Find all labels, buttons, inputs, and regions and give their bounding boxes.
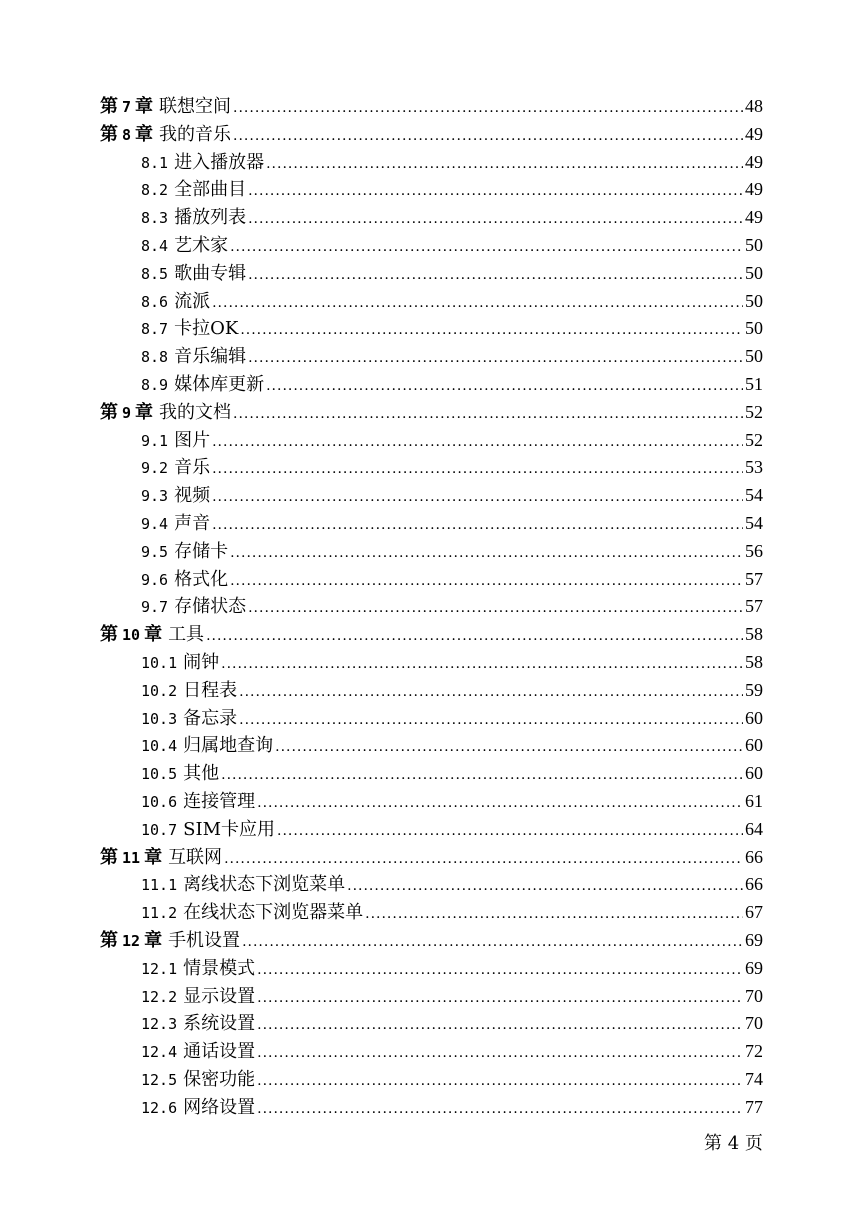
toc-section-entry[interactable] [100,176,763,204]
toc-entry-title: 备忘录 [183,707,238,729]
dot-leader [239,679,743,707]
toc-page-number: 49 [745,151,763,172]
chapter-number: 第 11 章 [100,846,163,868]
toc-section-entry[interactable] [100,983,763,1011]
toc-page-number: 69 [745,957,763,978]
dot-leader [248,178,743,206]
toc-entry-label [141,288,210,317]
toc-page-number: 50 [745,234,763,255]
toc-entry-title: 图片 [174,429,211,451]
toc-section-entry[interactable] [100,705,763,733]
toc-page-number: 50 [745,262,763,283]
toc-entry-title: 播放列表 [174,207,247,229]
section-number: 12.2 [141,987,178,1006]
dot-leader [212,512,743,540]
toc-page-number: 57 [745,596,763,617]
toc-section-entry[interactable] [100,427,763,455]
toc-entry-label [100,399,231,428]
section-number: 10.2 [141,681,178,700]
chapter-number: 第 12 章 [100,929,163,951]
section-number: 12.4 [141,1043,178,1062]
toc-section-entry[interactable] [100,510,763,538]
toc-section-entry[interactable] [100,232,763,260]
toc-section-entry[interactable] [100,149,763,177]
toc-entry-label [141,204,246,233]
toc-section-entry[interactable] [100,566,763,594]
toc-page-number: 52 [745,429,763,450]
dot-leader [257,1012,743,1040]
toc-entry-label [141,1010,255,1039]
section-number: 10.4 [141,737,178,756]
section-number: 10.1 [141,653,178,672]
toc-section-entry[interactable] [100,288,763,316]
toc-section-entry[interactable] [100,482,763,510]
toc-entry-title: 存储卡 [174,540,229,562]
toc-entry-title: 保密功能 [183,1068,256,1090]
toc-page-number: 70 [745,1013,763,1034]
toc-entry-label [141,593,246,622]
toc-entry-title: 工具 [168,624,205,646]
toc-section-entry[interactable] [100,871,763,899]
chapter-number: 第 10 章 [100,624,163,646]
table-of-contents [100,93,763,1121]
toc-entry-label [100,844,222,873]
dot-leader [212,290,743,318]
toc-entry-title: 系统设置 [183,1013,256,1035]
section-number: 12.1 [141,959,178,978]
dot-leader [266,151,743,179]
dot-leader [257,957,743,985]
section-number: 8.4 [141,236,169,255]
dot-leader [239,707,743,735]
toc-entry-title: 流派 [174,290,211,312]
toc-entry-label [141,232,228,261]
toc-entry-label [141,1094,255,1123]
toc-entry-label [141,788,255,817]
toc-section-entry[interactable] [100,788,763,816]
toc-entry-title: 手机设置 [168,929,241,951]
section-number: 12.3 [141,1015,178,1034]
toc-section-entry[interactable] [100,899,763,927]
toc-entry-title: 日程表 [183,679,238,701]
dot-leader [212,429,743,457]
section-number: 9.6 [141,570,169,589]
dot-leader [277,818,743,846]
chapter-number: 第 9 章 [100,401,154,423]
dot-leader [275,734,743,762]
dot-leader [248,595,743,623]
toc-entry-title: 我的文档 [159,401,232,423]
dot-leader [206,623,743,651]
toc-entry-title: 联想空间 [159,96,232,117]
toc-entry-title: 我的音乐 [159,123,232,145]
toc-page-number: 64 [745,818,763,839]
toc-section-entry[interactable] [100,1038,763,1066]
toc-entry-label [141,1038,255,1067]
toc-page-number: 72 [745,1041,763,1062]
toc-entry-label [141,482,210,511]
toc-page-number: 74 [745,1068,763,1089]
dot-leader [248,262,743,290]
toc-page-number: 54 [745,485,763,506]
toc-section-entry[interactable] [100,315,763,343]
toc-chapter-entry[interactable] [100,121,763,149]
toc-entry-label [141,510,210,539]
toc-chapter-entry[interactable] [100,844,763,872]
dot-leader [233,123,743,151]
section-number: 10.3 [141,709,178,728]
toc-entry-title: 情景模式 [183,957,256,979]
section-number: 10.6 [141,792,178,811]
toc-entry-label [141,732,273,761]
toc-entry-label [141,427,210,456]
toc-entry-title: 媒体库更新 [174,373,265,395]
toc-entry-title: 网络设置 [183,1096,256,1118]
toc-section-entry[interactable] [100,454,763,482]
toc-page-number: 49 [745,123,763,144]
section-number: 8.9 [141,375,169,394]
dot-leader [230,234,743,262]
toc-section-entry[interactable] [100,204,763,232]
toc-entry-label [141,816,275,845]
toc-entry-title: 歌曲专辑 [174,262,247,284]
toc-entry-title: 在线状态下浏览器菜单 [183,902,364,924]
toc-entry-label [141,649,219,678]
toc-chapter-entry[interactable] [100,621,763,649]
section-number: 12.5 [141,1070,178,1089]
toc-section-entry[interactable] [100,260,763,288]
toc-page-number: 50 [745,346,763,367]
dot-leader [212,484,743,512]
toc-entry-label [141,899,363,928]
toc-entry-title: 全部曲目 [174,179,247,201]
dot-leader [242,929,743,957]
toc-entry-title: 格式化 [174,568,229,590]
toc-section-entry[interactable] [100,1066,763,1094]
toc-entry-title: 连接管理 [183,790,256,812]
toc-page-number: 70 [745,985,763,1006]
toc-page-number: 59 [745,679,763,700]
toc-section-entry[interactable] [100,649,763,677]
toc-entry-title: 离线状态下浏览菜单 [183,874,346,896]
toc-page-number: 58 [745,624,763,645]
toc-section-entry[interactable] [100,1010,763,1038]
toc-page-number: 67 [745,902,763,923]
toc-entry-title: SIM卡应用 [183,818,275,840]
dot-leader [230,540,743,568]
dot-leader [257,1068,743,1096]
section-number: 9.3 [141,487,169,506]
dot-leader [212,456,743,484]
toc-entry-label [141,176,246,205]
dot-leader [233,401,743,429]
toc-entry-title: 音乐 [174,457,211,479]
toc-entry-label [141,566,228,595]
toc-entry-title: 闹钟 [183,651,220,673]
dot-leader [221,651,743,679]
toc-entry-title: 显示设置 [183,985,256,1007]
toc-entry-label [100,621,204,650]
toc-page-number: 66 [745,874,763,895]
toc-page-number: 51 [745,373,763,394]
dot-leader [248,345,743,373]
toc-page-number: 49 [745,179,763,200]
dot-leader [347,873,743,901]
toc-page-number: 58 [745,651,763,672]
toc-entry-label [100,121,231,150]
toc-section-entry[interactable] [100,593,763,621]
toc-entry-label [141,343,246,372]
toc-entry-label [141,677,237,706]
toc-section-entry[interactable] [100,1094,763,1122]
section-number: 8.2 [141,181,169,200]
toc-entry-label [100,927,240,956]
section-number: 10.5 [141,765,178,784]
toc-entry-title: 艺术家 [174,234,229,256]
chapter-number: 第 8 章 [100,123,154,145]
toc-section-entry[interactable] [100,371,763,399]
page-footer: 第 4 页 [704,1133,763,1154]
toc-entry-label [141,705,237,734]
toc-section-entry[interactable] [100,760,763,788]
toc-entry-label [141,260,246,289]
toc-entry-title: 进入播放器 [174,151,265,173]
toc-entry-label [100,93,231,122]
toc-page-number: 49 [745,207,763,228]
toc-page-number: 57 [745,568,763,589]
dot-leader [257,1040,743,1068]
toc-entry-title: 音乐编辑 [174,346,247,368]
section-number: 8.1 [141,153,169,172]
section-number: 10.7 [141,820,178,839]
toc-page-number: 77 [745,1096,763,1117]
toc-entry-label [141,149,264,178]
section-number: 11.1 [141,876,178,895]
toc-page-number: 52 [745,401,763,422]
toc-entry-title: 存储状态 [174,596,247,618]
section-number: 9.1 [141,431,169,450]
toc-section-entry[interactable] [100,677,763,705]
dot-leader [230,568,743,596]
toc-page-number: 56 [745,540,763,561]
section-number: 9.2 [141,459,169,478]
section-number: 12.6 [141,1098,178,1117]
toc-entry-label [141,454,210,483]
toc-page-number: 50 [745,318,763,339]
toc-page-number: 69 [745,929,763,950]
toc-page-number: 48 [745,96,763,116]
toc-entry-title: 视频 [174,485,211,507]
toc-chapter-entry[interactable] [100,927,763,955]
toc-page-number: 60 [745,763,763,784]
toc-page-number: 60 [745,707,763,728]
toc-page-number: 60 [745,735,763,756]
toc-entry-label [141,315,238,344]
toc-page-number: 54 [745,512,763,533]
section-number: 8.8 [141,348,169,367]
dot-leader [240,317,743,345]
dot-leader [233,95,743,123]
toc-entry-label [141,538,228,567]
toc-entry-label [141,760,219,789]
toc-entry-label [141,955,255,984]
dot-leader [266,373,743,401]
toc-entry-label [141,983,255,1012]
chapter-number: 第 7 章 [100,96,154,117]
toc-section-entry[interactable] [100,343,763,371]
toc-entry-label [141,371,264,400]
section-number: 9.4 [141,514,169,533]
section-number: 11.2 [141,904,178,923]
toc-chapter-entry[interactable] [100,399,763,427]
toc-section-entry[interactable] [100,732,763,760]
toc-entry-title: 卡拉OK [174,318,239,340]
toc-entry-title: 声音 [174,512,211,534]
toc-page-number: 61 [745,790,763,811]
section-number: 8.3 [141,209,169,228]
toc-section-entry[interactable] [100,955,763,983]
section-number: 8.5 [141,264,169,283]
toc-section-entry[interactable] [100,816,763,844]
toc-entry-title: 其他 [183,763,220,785]
dot-leader [248,206,743,234]
section-number: 9.7 [141,598,169,617]
dot-leader [365,901,743,929]
dot-leader [257,985,743,1013]
toc-page-number: 50 [745,290,763,311]
toc-chapter-entry[interactable] [100,93,763,121]
toc-page-number: 53 [745,457,763,478]
toc-entry-title: 归属地查询 [183,735,274,757]
toc-entry-label [141,871,345,900]
toc-entry-label [141,1066,255,1095]
dot-leader [224,846,743,874]
toc-page-number: 66 [745,846,763,867]
dot-leader [257,790,743,818]
toc-entry-title: 通话设置 [183,1041,256,1063]
section-number: 8.7 [141,320,169,339]
dot-leader [221,762,743,790]
toc-entry-title: 互联网 [168,846,223,868]
section-number: 9.5 [141,542,169,561]
section-number: 8.6 [141,292,169,311]
toc-section-entry[interactable] [100,538,763,566]
dot-leader [257,1096,743,1124]
